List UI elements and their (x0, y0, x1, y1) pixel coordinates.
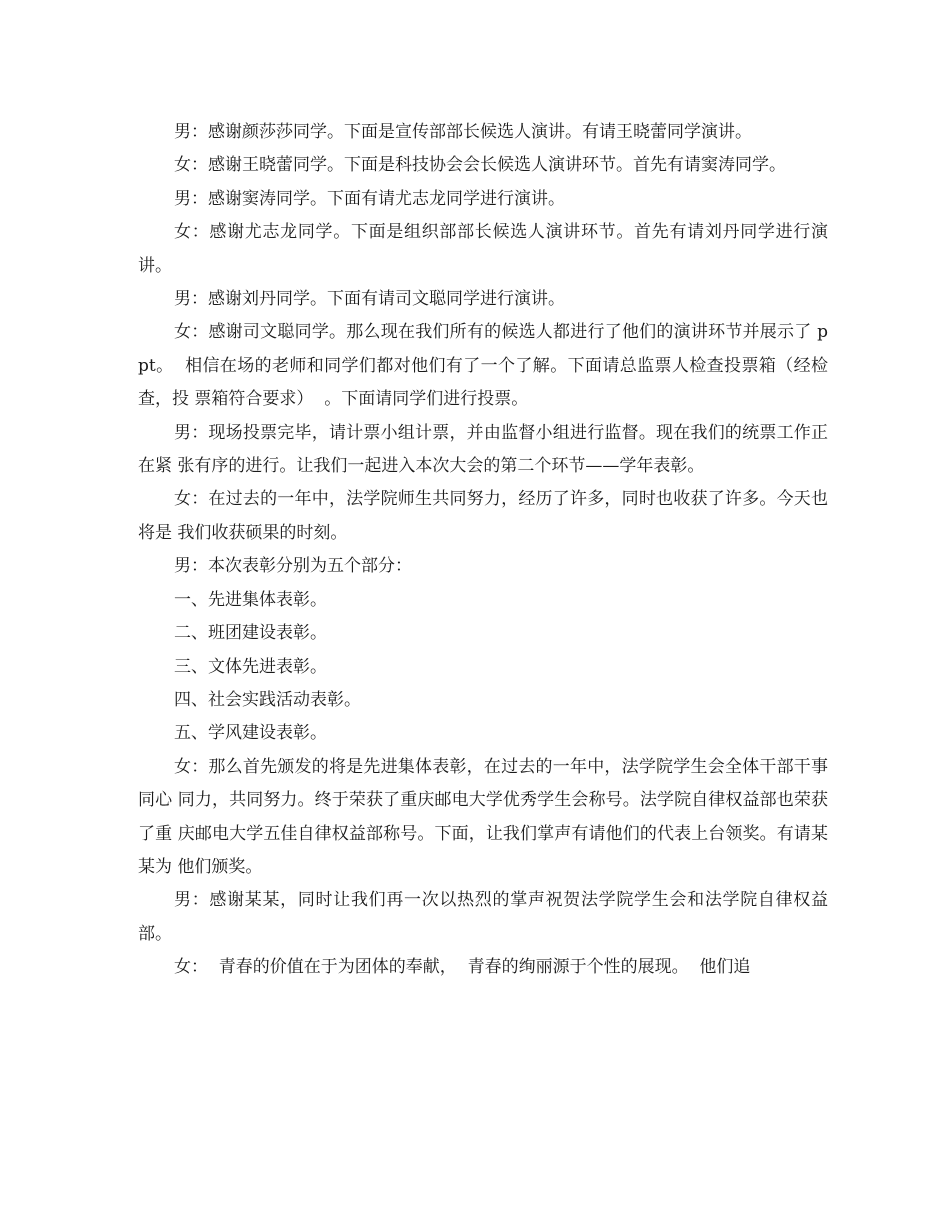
paragraph: 男：本次表彰分别为五个部分： (174, 556, 412, 577)
paragraph: 男：感谢刘丹同学。下面有请司文聪同学进行演讲。 (174, 289, 565, 310)
paragraph: 女：感谢司文聪同学。那么现在我们所有的候选人都进行了他们的演讲环节并展示了 ppt。 相信在场的老师和同学们都对他们有了一个了解。下面请总监票人检查投票箱（经检查，投 票箱符合要求） 。下面请同学们进行投票。 (138, 322, 828, 410)
list-item: 五、学风建设表彰。 (174, 723, 327, 744)
paragraph: 女：那么首先颁发的将是先进集体表彰，在过去的一年中，法学院学生会全体干部干事同心 同力，共同努力。终于荣获了重庆邮电大学优秀学生会称号。法学院自律权益部也荣获了重 庆邮电大学五佳自律权益部称号。下面，让我们掌声有请他们的代表上台领奖。有请某某为 他们颁奖。 (138, 756, 828, 877)
paragraph: 男：感谢某某，同时让我们再一次以热烈的掌声祝贺法学院学生会和法学院自律权益部。 (138, 890, 828, 944)
paragraph: 女：感谢尤志龙同学。下面是组织部部长候选人演讲环节。首先有请刘丹同学进行演讲。 (138, 222, 828, 276)
list-item: 三、文体先进表彰。 (174, 656, 327, 677)
paragraph: 女：在过去的一年中，法学院师生共同努力，经历了许多，同时也收获了许多。今天也将是 我们收获硕果的时刻。 (138, 489, 828, 543)
paragraph: 女：感谢王晓蕾同学。下面是科技协会会长候选人演讲环节。首先有请窦涛同学。 (174, 155, 786, 176)
list-item: 二、班团建设表彰。 (174, 623, 327, 644)
list-item: 四、社会实践活动表彰。 (174, 689, 361, 710)
paragraph: 男：现场投票完毕，请计票小组计票，并由监督小组进行监督。现在我们的统票工作正在紧 张有序的进行。让我们一起进入本次大会的第二个环节——学年表彰。 (138, 422, 828, 477)
list-item: 一、先进集体表彰。 (174, 589, 327, 610)
document-body (138, 116, 828, 985)
paragraph: 男：感谢窦涛同学。下面有请尤志龙同学进行演讲。 (174, 188, 565, 209)
paragraph: 女： 青春的价值在于为团体的奉献， 青春的绚丽源于个性的展现。 他们追 (174, 957, 751, 978)
paragraph: 男：感谢颜莎莎同学。下面是宣传部部长候选人演讲。有请王晓蕾同学演讲。 (174, 122, 752, 142)
